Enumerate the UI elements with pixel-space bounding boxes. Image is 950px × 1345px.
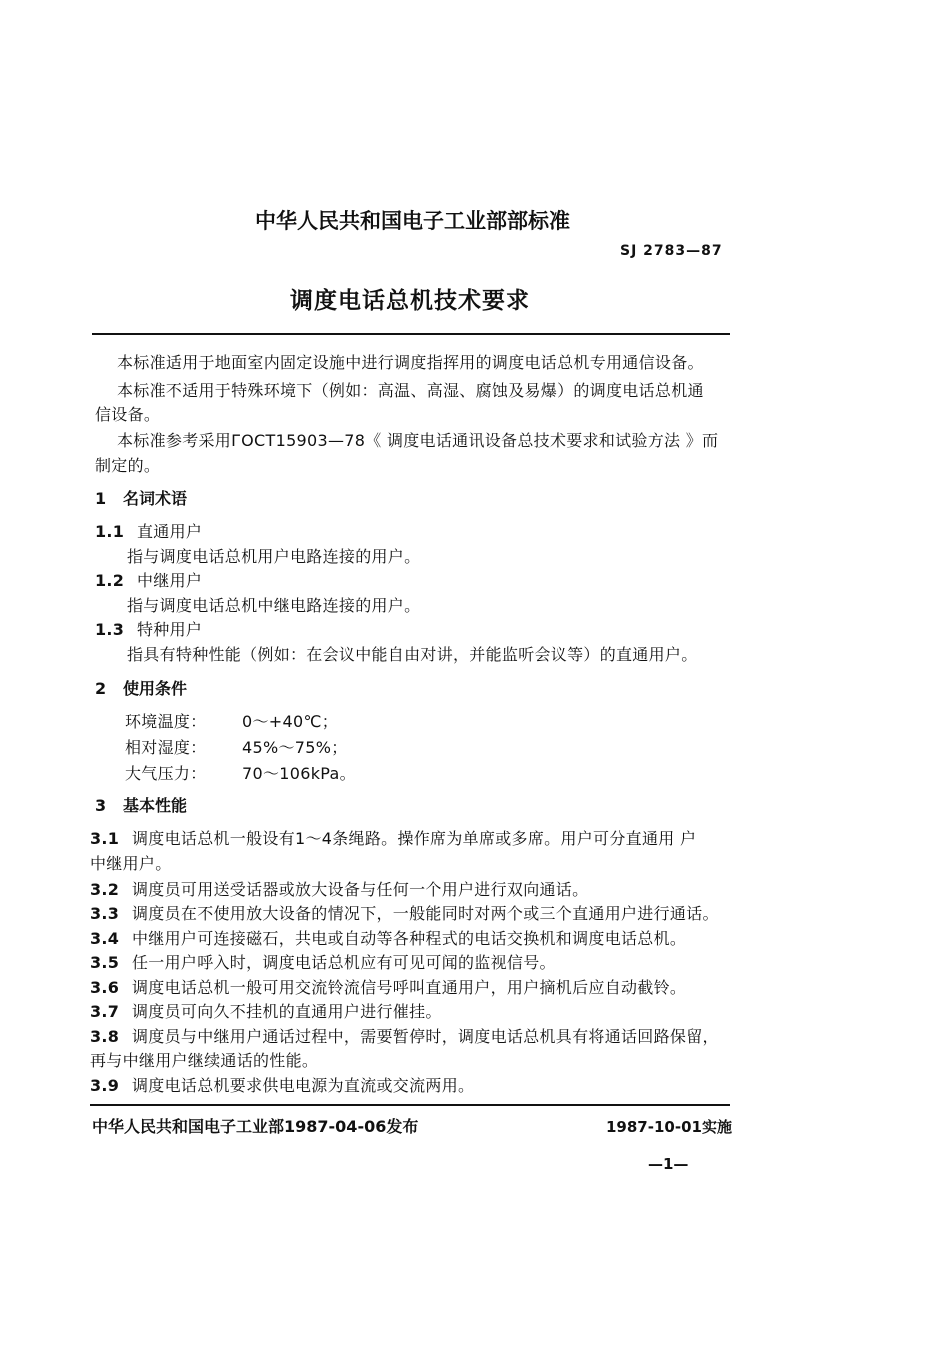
clause-number: 3.8 <box>90 1027 120 1046</box>
clause-text: 调度员与中继用户通话过程中，需要暂停时，调度电话总机具有将通话回路保留， <box>132 1027 719 1046</box>
clause-1-3-definition: 指具有特种性能（例如：在会议中能自由对讲，并能监听会议等）的直通用户。 <box>127 645 698 664</box>
clause-term: 中继用户 <box>137 571 203 590</box>
section-title: 名词术语 <box>123 489 188 508</box>
clause-3-5 <box>90 950 556 973</box>
clause-3-1-cont: 中继用户。 <box>90 854 172 873</box>
clause-1-1 <box>95 519 202 542</box>
title-divider <box>92 333 730 335</box>
section-3-heading <box>95 793 187 816</box>
condition-label: 大气压力： <box>125 764 207 783</box>
clause-3-9 <box>90 1073 474 1096</box>
section-title: 基本性能 <box>123 796 188 815</box>
clause-number: 3.6 <box>90 978 120 997</box>
clause-text: 调度员在不使用放大设备的情况下，一般能同时对两个或三个直通用户进行通话。 <box>132 904 719 923</box>
clause-number: 3.5 <box>90 953 120 972</box>
section-number: 2 <box>95 679 107 698</box>
issue-statement: 中华人民共和国电子工业部1987-04-06发布 <box>92 1117 419 1136</box>
clause-number: 1.3 <box>95 620 125 639</box>
clause-text: 任一用户呼入时，调度电话总机应有可见可闻的监视信号。 <box>132 953 556 972</box>
section-1-heading <box>95 486 187 509</box>
clause-number: 1.2 <box>95 571 125 590</box>
clause-text: 调度电话总机要求供电电源为直流或交流两用。 <box>132 1076 475 1095</box>
intro-paragraph-2: 本标准不适用于特殊环境下（例如：高温、高湿、腐蚀及易爆）的调度电话总机通 <box>117 381 704 400</box>
clause-number: 3.4 <box>90 929 120 948</box>
condition-value: 70～106kPa。 <box>242 764 356 783</box>
standard-code: SJ 2783—87 <box>620 243 723 259</box>
clause-1-1-definition: 指与调度电话总机用户电路连接的用户。 <box>127 547 421 566</box>
clause-3-8-cont: 再与中继用户继续通话的性能。 <box>90 1051 319 1070</box>
document-title: 调度电话总机技术要求 <box>290 288 530 314</box>
section-title: 使用条件 <box>123 679 188 698</box>
section-number: 3 <box>95 796 107 815</box>
clause-3-4 <box>90 926 686 949</box>
clause-text: 调度电话总机一般设有1～4条绳路。操作席为单席或多席。用户可分直通用 户 <box>132 829 697 848</box>
condition-pressure <box>125 761 356 784</box>
clause-number: 1.1 <box>95 522 125 541</box>
condition-label: 相对湿度： <box>125 738 207 757</box>
clause-1-2-definition: 指与调度电话总机中继电路连接的用户。 <box>127 596 421 615</box>
page-number: —1— <box>648 1155 689 1173</box>
clause-3-8 <box>90 1024 719 1047</box>
clause-text: 调度员可用送受话器或放大设备与任何一个用户进行双向通话。 <box>132 880 589 899</box>
intro-paragraph-1: 本标准适用于地面室内固定设施中进行调度指挥用的调度电话总机专用通信设备。 <box>117 353 704 372</box>
clause-number: 3.1 <box>90 829 120 848</box>
intro-paragraph-2-cont: 信设备。 <box>95 405 161 424</box>
clause-number: 3.7 <box>90 1002 120 1021</box>
section-number: 1 <box>95 489 107 508</box>
condition-value: 45%～75%； <box>242 738 348 757</box>
condition-label: 环境温度： <box>125 712 207 731</box>
clause-number: 3.2 <box>90 880 120 899</box>
intro-paragraph-3: 本标准参考采用ГОСТ15903—78《 调度电话通讯设备总技术要求和试验方法 》而 <box>117 431 719 450</box>
effective-date: 1987-10-01实施 <box>606 1118 732 1136</box>
clause-3-2 <box>90 877 588 900</box>
condition-humidity <box>125 735 348 758</box>
clause-term: 直通用户 <box>137 522 203 541</box>
clause-term: 特种用户 <box>137 620 203 639</box>
condition-temperature <box>125 709 338 732</box>
footer-divider <box>90 1104 730 1106</box>
clause-3-1 <box>90 826 696 849</box>
clause-text: 调度电话总机一般可用交流铃流信号呼叫直通用户，用户摘机后应自动截铃。 <box>132 978 687 997</box>
clause-text: 调度员可向久不挂机的直通用户进行催挂。 <box>132 1002 442 1021</box>
ministry-standard-heading: 中华人民共和国电子工业部部标准 <box>255 209 570 233</box>
clause-3-3 <box>90 901 719 924</box>
clause-3-7 <box>90 999 442 1022</box>
clause-1-2 <box>95 568 202 591</box>
clause-1-3 <box>95 617 202 640</box>
clause-3-6 <box>90 975 686 998</box>
clause-number: 3.9 <box>90 1076 120 1095</box>
condition-value: 0～+40℃； <box>242 712 339 731</box>
clause-text: 中继用户可连接磁石，共电或自动等各种程式的电话交换机和调度电话总机。 <box>132 929 687 948</box>
clause-number: 3.3 <box>90 904 120 923</box>
intro-paragraph-3-cont: 制定的。 <box>95 456 161 475</box>
section-2-heading <box>95 676 187 699</box>
